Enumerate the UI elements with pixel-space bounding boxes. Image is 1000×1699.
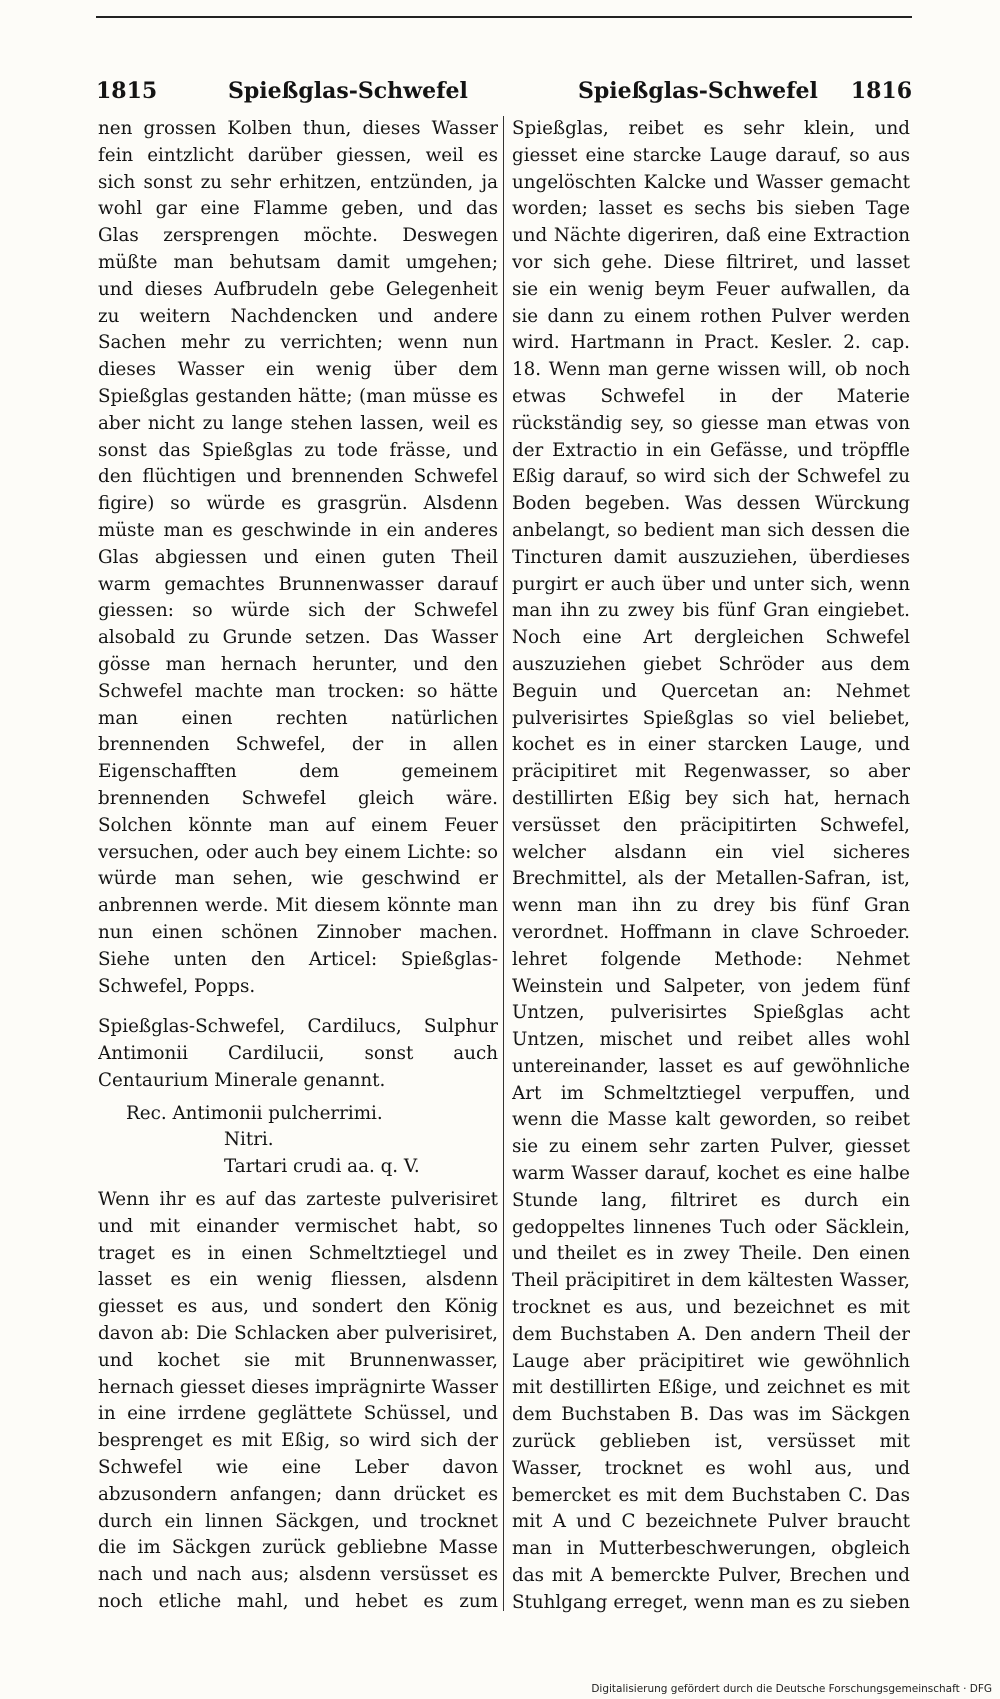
paragraph-continuation: Spießglas, reibet es sehr klein, und giesset eine starcke Lauge darauf, so aus ungelöschten Kalcke und Wasser gemacht worden; lasset es sechs bis sieben Tage und Nächte digeriren, daß eine Extraction vor sich gehe. Diese filtriret, und lasset sie ein wenig beym Feuer aufwallen, da sie dann zu einem rothen Pulver werden wird. Hartmann in Pract. Kesler. 2. cap. 18. Wenn man gerne wissen will, ob noch etwas Schwefel in der Materie rückständig sey, so giesse man etwas von der Extractio in ein Gefässe, und tröpffle Eßig darauf, so wird sich der Schwefel zu Boden begeben. Was dessen Würckung anbelangt, so bedient man sich dessen die Tincturen damit auszuziehen, überdieses purgirt er auch über und unter sich, wenn man ihn zu zwey bis fünf Gran eingiebet. Noch eine Art dergleichen Schwefel auszuziehen giebet Schröder aus dem Beguin und Quercetan an: Nehmet pulverisirtes Spießglas so viel beliebet, kochet es in einer starcken Lauge, und präcipitiret mit Regenwasser, so aber destillirten Eßig bey sich hat, hernach versüsset den präcipitirten Schwefel, welcher alsdann ein viel sicheres Brechmittel, als der Metallen-Safran, ist, wenn man ihn zu drey bis fünf Gran verordnet. Hoffmann in clave Schroeder. lehret folgende Methode: Nehmet Weinstein und Salpeter, von jedem fünf Untzen, pulverisirtes Spießglas acht Untzen, mischet und reibet alles wohl untereinander, lasset es auf gewöhnliche Art im Schmeltztiegel verpuffen, und wenn die Masse kalt geworden, so reibet sie zu einem sehr zarten Pulver, giesset warm Wasser darauf, kochet es eine halbe Stunde lang, filtriret es durch ein gedoppeltes linnenes Tuch oder Säcklein, und theilet es in zwey Theile. Den einen Theil präcipitiret in dem kältesten Wasser, trocknet es aus, und bezeichnet es mit dem Buchstaben A. Den andern Theil der Lauge aber präcipitiret wie gewöhnlich mit destillirten Eßige, und zeichnet es mit dem Buchstaben B. Das was im Säckgen zurück geblieben ist, versüsset mit Wasser, trocknet es wohl aus, und bemercket es mit dem Buchstaben C. Das mit A und C bezeichnete Pulver braucht man in Mutterbeschwerungen, obgleich das mit A bemerckte Pulver, Brechen und Stuhlgang erreget, wenn man es zu sieben	[512, 118, 910, 1613]
digitization-credit: Digitalisierung gefördert durch die Deutsche Forschungsgemeinschaft · DFG	[591, 1683, 992, 1695]
recipe-line: Nitri.	[224, 1129, 274, 1151]
recipe-line: Rec. Antimonii pulcherrimi.	[126, 1102, 383, 1124]
column-divider	[503, 116, 504, 1611]
top-rule	[96, 16, 912, 18]
left-running-title: Spießglas-Schwefel	[228, 78, 468, 104]
left-page-number: 1815	[96, 78, 158, 104]
right-column	[512, 116, 910, 1616]
running-header	[96, 78, 912, 118]
left-column	[98, 116, 498, 1616]
recipe-line: Tartari crudi aa. q. V.	[224, 1156, 420, 1178]
entry-cardilucs-heading: Spießglas-Schwefel, Cardilucs, Sulphur Antimonii Cardilucii, sonst auch Centaurium Minerale genannt.	[98, 1016, 498, 1091]
paragraph-continuation: nen grossen Kolben thun, dieses Wasser fein eintzlicht darüber giessen, weil es sich sonst zu sehr erhitzen, entzünden, ja wohl gar eine Flamme geben, und das Glas zersprengen möchte. Deswegen müßte man behutsam damit umgehen; und dieses Aufbrudeln gebe Gelegenheit zu weitern Nachdencken und andere Sachen mehr zu verrichten; wenn nun dieses Wasser ein wenig über dem Spießglas gestanden hätte; (man müsse es aber nicht zu lange stehen lassen, weil es sonst das Spießglas zu tode frässe, und den flüchtigen und brennenden Schwefel figire) so würde es grasgrün. Alsdenn müste man es geschwinde in ein anderes Glas abgiessen und einen guten Theil warm gemachtes Brunnenwasser darauf giessen: so würde sich der Schwefel alsobald zu Grunde setzen. Das Wasser gösse man hernach herunter, und den Schwefel machte man trocken: so hätte man einen rechten natürlichen brennenden Schwefel, der in allen Eigenschafften dem gemeinem brennenden Schwefel gleich wäre. Solchen könnte man auf einem Feuer versuchen, oder auch bey einem Lichte: so würde man sehen, wie geschwind er anbrennen werde. Mit diesem könnte man nun einen schönen Zinnober machen. Siehe unten den Articel: Spießglas-Schwefel, Popps.	[98, 118, 498, 997]
right-running-title: Spießglas-Schwefel	[578, 78, 818, 104]
entry-cardilucs-body: Wenn ihr es auf das zarteste pulverisiret und mit einander vermischet habt, so traget es in einen Schmeltztiegel und lasset es ein wenig fliessen, alsdenn giesset es aus, und sondert den König davon ab: Die Schlacken aber pulverisiret, und kochet sie mit Brunnenwasser, hernach giesset dieses imprägnirte Wasser in eine irrdene geglättete Schüssel, und besprenget es mit Eßig, so wird sich der Schwefel wie eine Leber davon abzusondern anfangen; dann drücket es durch ein linnen Säckgen, und trocknet die im Säckgen zurück gebliebne Masse nach und nach aus; alsdenn versüsset es noch etliche mahl, und hebet es zum	[98, 1189, 498, 1613]
right-page-number: 1816	[850, 78, 912, 104]
